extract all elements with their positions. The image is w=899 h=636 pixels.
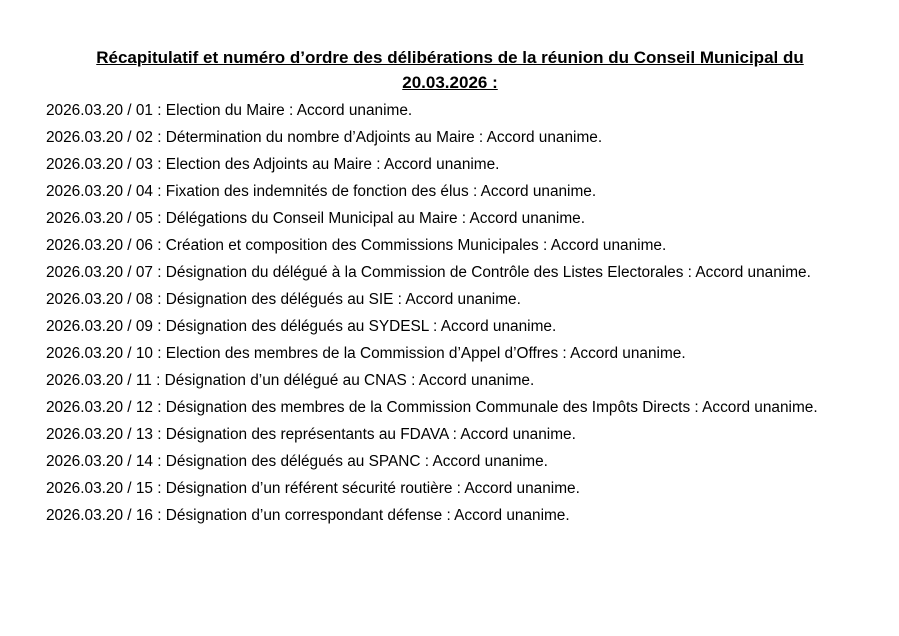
- deliberation-item-01: 2026.03.20 / 01 : Election du Maire : Accord unanime.: [46, 102, 413, 119]
- deliberation-item-12: 2026.03.20 / 12 : Désignation des membres de la Commission Communale des Impôts Directs : Accord unanime.: [46, 399, 818, 416]
- deliberation-list: [46, 97, 854, 529]
- deliberation-item-14: 2026.03.20 / 14 : Désignation des délégués au SPANC : Accord unanime.: [46, 453, 548, 470]
- deliberation-item-15: 2026.03.20 / 15 : Désignation d’un référent sécurité routière : Accord unanime.: [46, 480, 580, 497]
- deliberation-item-07: 2026.03.20 / 07 : Désignation du délégué à la Commission de Contrôle des Listes Electorales : Accord unanime.: [46, 264, 811, 281]
- deliberation-item-08: 2026.03.20 / 08 : Désignation des délégués au SIE : Accord unanime.: [46, 291, 521, 308]
- deliberation-item-09: 2026.03.20 / 09 : Désignation des délégués au SYDESL : Accord unanime.: [46, 318, 557, 335]
- document-title: [46, 45, 854, 95]
- title-line-2: 20.03.2026 :: [402, 73, 498, 92]
- deliberation-item-16: 2026.03.20 / 16 : Désignation d’un correspondant défense : Accord unanime.: [46, 507, 570, 524]
- deliberation-item-05: 2026.03.20 / 05 : Délégations du Conseil Municipal au Maire : Accord unanime.: [46, 210, 585, 227]
- deliberation-item-13: 2026.03.20 / 13 : Désignation des représentants au FDAVA : Accord unanime.: [46, 426, 576, 443]
- deliberation-item-10: 2026.03.20 / 10 : Election des membres de la Commission d’Appel d’Offres : Accord unanime.: [46, 345, 686, 362]
- deliberation-item-03: 2026.03.20 / 03 : Election des Adjoints au Maire : Accord unanime.: [46, 156, 500, 173]
- title-line-1: Récapitulatif et numéro d’ordre des délibérations de la réunion du Conseil Municipal du: [96, 48, 804, 67]
- deliberation-item-11: 2026.03.20 / 11 : Désignation d’un délégué au CNAS : Accord unanime.: [46, 372, 535, 389]
- deliberation-item-06: 2026.03.20 / 06 : Création et composition des Commissions Municipales : Accord unanime.: [46, 237, 667, 254]
- deliberation-item-02: 2026.03.20 / 02 : Détermination du nombre d’Adjoints au Maire : Accord unanime.: [46, 129, 603, 146]
- deliberation-item-04: 2026.03.20 / 04 : Fixation des indemnités de fonction des élus : Accord unanime.: [46, 183, 597, 200]
